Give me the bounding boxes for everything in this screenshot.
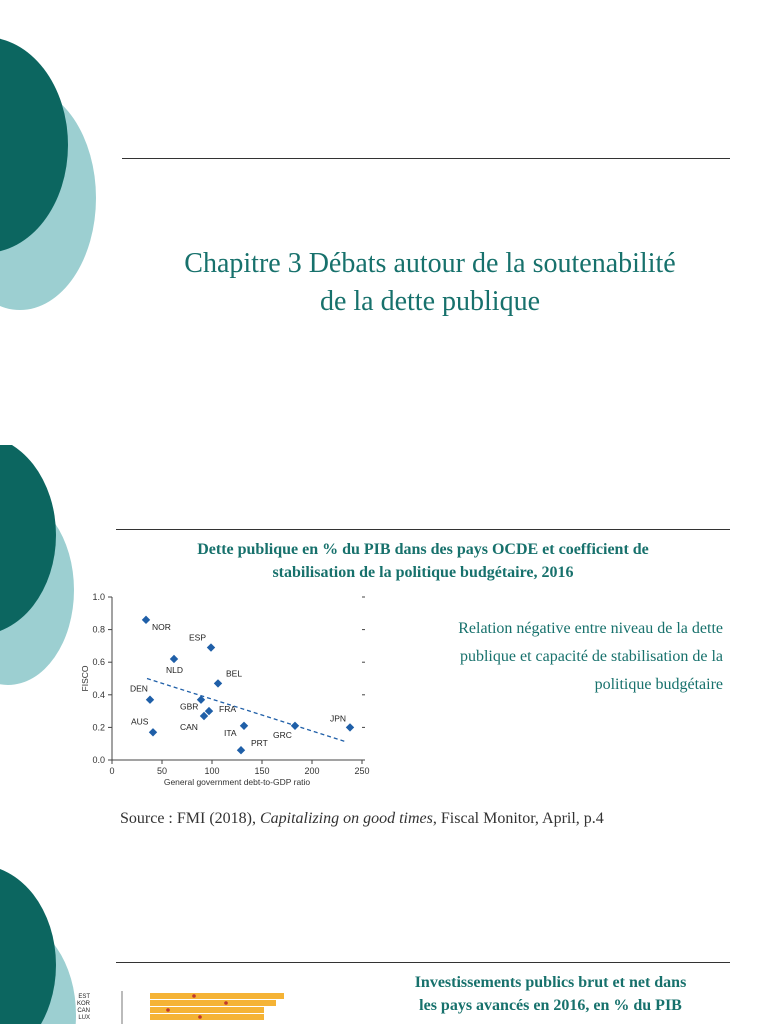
bar-kor <box>150 1000 276 1006</box>
page-title <box>120 245 740 321</box>
point-ita <box>240 722 248 730</box>
slide-2 <box>0 445 768 865</box>
bar-label-lux: LUX <box>78 1015 90 1021</box>
point-label-jpn: JPN <box>330 713 347 724</box>
bar-dot-kor <box>224 1001 228 1005</box>
point-label-grc: GRC <box>273 729 292 740</box>
x-tick-label: 50 <box>156 766 168 776</box>
point-label-nor: NOR <box>152 621 171 632</box>
source-prefix: Source : FMI (2018), <box>120 810 260 827</box>
bar-label-can: CAN <box>77 1008 90 1014</box>
point-label-ita: ITA <box>224 727 237 738</box>
point-bel <box>214 679 222 687</box>
title-rule <box>122 158 730 159</box>
chart-heading-line-1: Investissements publics brut et net dans <box>414 974 687 991</box>
y-tick-label: 0.8 <box>92 624 105 635</box>
x-tick-label: 0 <box>109 766 115 776</box>
y-tick-label: 1.0 <box>92 592 105 602</box>
point-label-den: DEN <box>130 683 148 694</box>
source-citation <box>120 810 604 828</box>
point-label-bel: BEL <box>226 668 243 679</box>
y-tick-label: 0.4 <box>92 689 105 700</box>
relation-line-2: publique et capacité de stabilisation de la <box>459 648 723 665</box>
relation-text <box>378 615 723 699</box>
chart-heading-line-1: Dette publique en % du PIB dans des pays OCDE et coefficient de <box>197 541 649 558</box>
chart-marks <box>130 616 354 755</box>
point-nld <box>170 655 178 663</box>
point-label-prt: PRT <box>251 738 268 749</box>
x-tick-label: 150 <box>254 766 270 776</box>
y-tick-label: 0.2 <box>92 722 105 733</box>
y-tick-label: 0.6 <box>92 657 105 668</box>
source-suffix: , Fiscal Monitor, April, p.4 <box>432 810 604 827</box>
point-den <box>146 695 154 703</box>
x-tick-label: 250 <box>354 766 370 776</box>
point-aus <box>149 728 157 736</box>
bar-label-est: EST <box>78 994 90 1000</box>
point-label-can: CAN <box>180 721 198 732</box>
point-grc <box>291 722 299 730</box>
x-tick-label: 200 <box>304 766 320 776</box>
bar-chart-peek <box>70 989 310 1024</box>
relation-line-1: Relation négative entre niveau de la dette <box>458 620 723 637</box>
point-nor <box>142 616 150 624</box>
scatter-chart <box>76 585 376 790</box>
y-axis-label: FISCO <box>80 665 90 692</box>
dark-teal-circle <box>0 865 56 1024</box>
slide-1 <box>0 0 768 445</box>
title-line-1: Chapitre 3 Débats autour de la soutenabilité <box>184 248 676 279</box>
point-jpn <box>346 723 354 731</box>
decorative-circles <box>0 0 120 445</box>
title-line-2: de la dette publique <box>319 286 541 317</box>
bar-lux <box>150 1014 264 1020</box>
bar-dot-est <box>192 994 196 998</box>
chart-axes <box>80 592 370 787</box>
x-tick-label: 100 <box>204 766 220 776</box>
point-label-esp: ESP <box>188 632 206 643</box>
section-rule <box>116 962 730 963</box>
chart-heading-line-2: les pays avancés en 2016, en % du PIB <box>419 997 682 1014</box>
y-tick-label: 0.0 <box>92 755 105 765</box>
chart-heading <box>116 538 730 584</box>
source-title: Capitalizing on good times <box>259 810 433 827</box>
bar-dot-lux <box>198 1015 202 1019</box>
trend-line <box>147 679 347 743</box>
x-axis-label: General government debt-to-GDP ratio <box>163 777 311 787</box>
point-esp <box>207 643 215 651</box>
point-label-nld: NLD <box>166 664 184 675</box>
chart-heading-line-2: stabilisation de la politique budgétaire, 2016 <box>272 564 574 581</box>
slide-3 <box>0 865 768 1024</box>
point-label-aus: AUS <box>131 716 149 727</box>
point-label-gbr: GBR <box>180 701 199 712</box>
bar-dot-can <box>166 1008 170 1012</box>
point-label-fra: FRA <box>219 704 236 715</box>
chart-heading <box>378 971 723 1017</box>
relation-line-3: politique budgétaire <box>594 676 723 693</box>
bar-est <box>150 993 284 999</box>
bar-label-kor: KOR <box>76 1001 90 1007</box>
point-prt <box>237 746 245 754</box>
section-rule <box>116 529 730 530</box>
